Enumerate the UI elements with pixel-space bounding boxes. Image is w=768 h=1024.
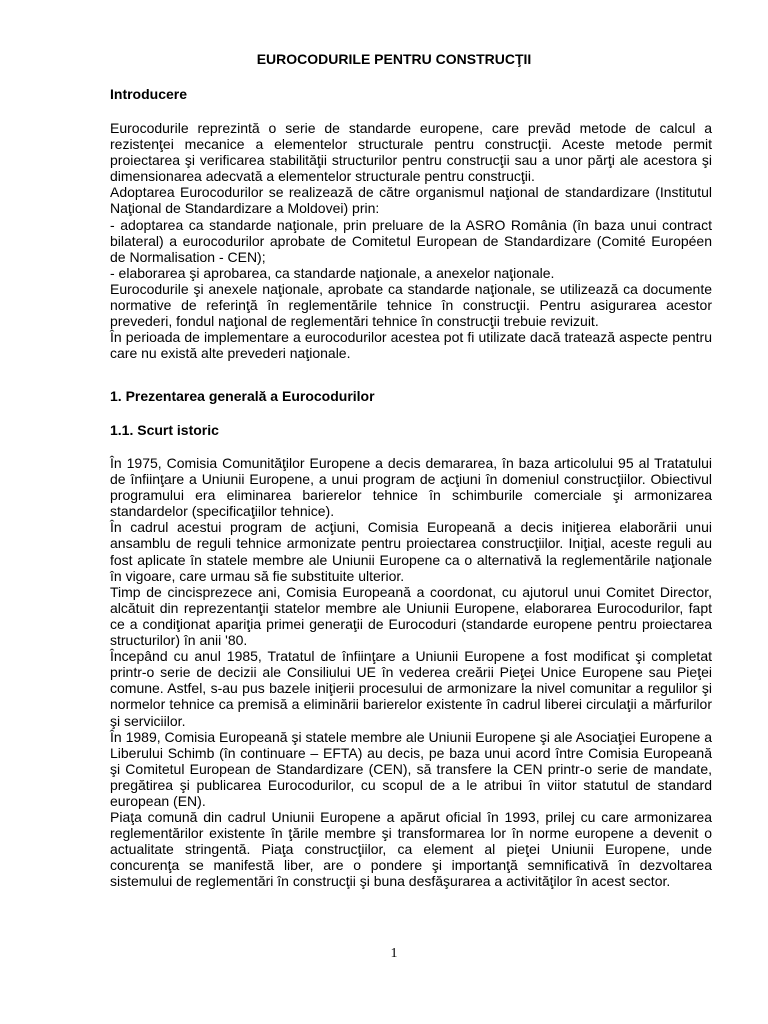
intro-paragraph-4: - elaborarea şi aprobarea, ca standarde naţionale, a anexelor naţionale. (110, 264, 555, 281)
document-title: EUROCODURILE PENTRU CONSTRUCŢII (256, 51, 532, 67)
page-number: 1 (390, 946, 398, 961)
intro-paragraph-1: Eurocodurile reprezintă o serie de standarde europene, care prevăd metode de calcul a rezistenţei mecanice a elementelor structurale pentru construcţii. Aceste metode permit proiectarea şi verificarea stabilităţii structurilor pentru construcţii sau a unor părţi ale acestora şi dimensionarea adecvată a elementelor structurale pentru construcţii. (110, 120, 712, 185)
history-paragraph-3: Timp de cincisprezece ani, Comisia Europeană a coordonat, cu ajutorul unui Comitet Director, alcătuit din reprezentanţii statelor membre ale Uniunii Europene, elaborarea Eurocodurilor, fapt ce a condiţionat apariţia primei generaţii de Eurocoduri (standarde europene pentru proiectarea structurilor) în anii '80. (110, 583, 712, 649)
intro-paragraph-2: Adoptarea Eurocodurilor se realizează de către organismul naţional de standardizare (Institutul Naţional de Standardizare a Moldovei) prin: (110, 184, 712, 217)
intro-heading: Introducere (110, 86, 188, 102)
history-paragraph-5: În 1989, Comisia Europeană şi statele membre ale Uniunii Europene şi ale Asociaţiei Europene a Liberului Schimb (în continuare – EFTA) au decis, pe baza unui acord între Comisia Europeană şi Comitetul European de Standardizare (CEN), să transfere la CEN printr-o serie de mandate, pregătirea şi publicarea Eurocodurilor, cu scopul de a le atribui în viitor statutul de standard european (EN). (110, 728, 712, 809)
document-page (110, 0, 712, 1024)
intro-paragraph-6: În perioada de implementare a eurocodurilor acestea pot fi utilizate dacă tratează aspecte pentru care nu există alte prevederi naţionale. (110, 329, 712, 362)
intro-paragraph-3: - adoptarea ca standarde naţionale, prin preluare de la ASRO România (în baza unui contract bilateral) a eurocodurilor aprobate de Comitetul European de Standardizare (Comité Européen de Normalisation - CEN); (110, 216, 712, 265)
subsection-heading: 1.1. Scurt istoric (110, 422, 219, 438)
intro-text (110, 120, 712, 361)
history-paragraph-1: În 1975, Comisia Comunităţilor Europene a decis demararea, în baza articolului 95 al Tratatului de înfiinţare a Uniunii Europene, a unui program de acţiuni în domeniul construcţiilor. Obiectivul programului era eliminarea barierelor tehnice în schimburile comerciale şi armonizarea standardelor (specificaţiilor tehnice). (110, 455, 712, 520)
history-text (110, 455, 712, 890)
intro-paragraph-5: Eurocodurile şi anexele naţionale, aprobate ca standarde naţionale, se utilizează ca documente normative de referinţă în reglementările tehnice în construcţii. Pentru asigurarea acestor prevederi, fondul naţional de reglementări tehnice în construcţii trebuie revizuit. (110, 280, 712, 330)
section-heading: 1. Prezentarea generală a Eurocodurilor (110, 388, 375, 404)
history-paragraph-2: În cadrul acestui program de acţiuni, Comisia Europeană a decis iniţierea elaborării unui ansamblu de reguli tehnice armonizate pentru proiectarea construcţiilor. Iniţial, aceste reguli au fost aplicate în statele membre ale Uniunii Europene ca o alternativă la reglementările naţionale în vigoare, care urmau să fie substituite ulterior. (110, 519, 712, 584)
history-paragraph-4: Începând cu anul 1985, Tratatul de înfiinţare a Uniunii Europene a fost modificat şi completat printr-o serie de decizii ale Consiliului UE în vederea creării Pieţei Unice Europene sau Pieţei comune. Astfel, s-au pus bazele iniţierii procesului de armonizare la nivel comunitar a regulilor şi normelor tehnice ca premisă a eliminării barierelor existente în cadrul liberei circulaţii a mărfurilor şi serviciilor. (110, 648, 712, 729)
history-paragraph-6: Piaţa comună din cadrul Uniunii Europene a apărut oficial în 1993, prilej cu care armonizarea reglementărilor existente în ţările membre şi transformarea lor în norme europene a devenit o actualitate stringentă. Piaţa construcţiilor, ca element al pieţei Uniunii Europene, unde concurenţa se manifestă liber, are o pondere şi importanţă semnificativă în dezvoltarea sistemului de reglementări în construcţii şi buna desfăşurarea a activităţilor în acest sector. (110, 809, 712, 890)
